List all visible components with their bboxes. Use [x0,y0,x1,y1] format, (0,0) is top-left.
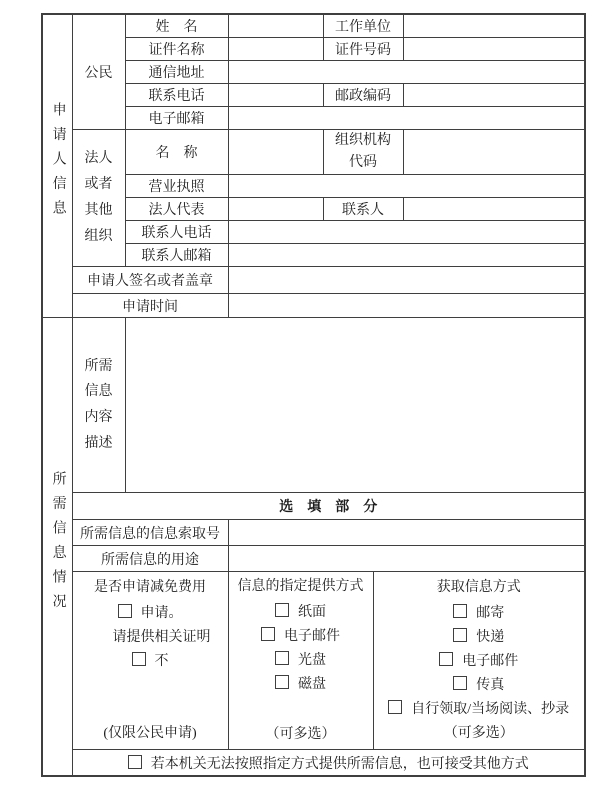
fee-option-apply [73,602,228,626]
checkbox-icon[interactable] [453,628,467,642]
delivery-option-paper [229,601,373,625]
legal-rep-label: 法人代表 [125,198,228,221]
delivery-option-label: 电子邮件 [284,628,340,644]
org-name-input[interactable] [228,129,323,175]
contact-phone-label: 联系人电话 [125,221,228,244]
delivery-method-title: 信息的指定提供方式 [237,578,364,594]
id-name-input[interactable] [228,37,323,60]
obtain-option-label: 自行领取/当场阅读、抄录 [411,701,570,717]
license-label: 营业执照 [125,175,228,198]
email-label: 电子邮箱 [125,106,228,129]
group-organization-label-text: 法人或者其他组织 [84,151,113,244]
obtain-option-label: 电子邮件 [462,653,519,669]
section-info [42,318,72,776]
work-unit-label: 工作单位 [323,14,403,37]
obtain-method-note: （可多选） [443,725,514,741]
fee-option-no [73,650,228,674]
fee-waiver-column [72,572,228,750]
checkbox-icon[interactable] [118,604,132,618]
id-name-label: 证件名称 [125,37,228,60]
form-table [41,13,586,777]
delivery-option-label: 纸面 [298,604,326,620]
checkbox-icon[interactable] [128,755,142,769]
checkbox-icon[interactable] [388,700,402,714]
purpose-input[interactable] [228,546,585,572]
name-input[interactable] [228,14,323,37]
signature-input[interactable] [228,267,585,294]
checkbox-icon[interactable] [261,627,275,641]
name-label: 姓 名 [125,14,228,37]
delivery-option-email [229,625,373,649]
purpose-label: 所需信息的用途 [72,546,228,572]
id-number-label: 证件号码 [323,37,403,60]
phone-label: 联系电话 [125,83,228,106]
application-form [41,13,586,777]
fee-option-apply-note: 请提供相关证明 [112,629,211,645]
apply-date-input[interactable] [228,294,585,318]
group-citizen-label: 公民 [72,14,125,129]
checkbox-icon[interactable] [275,603,289,617]
apply-date-label: 申请时间 [72,294,228,318]
checkbox-icon[interactable] [132,652,146,666]
delivery-method-note: （可多选） [265,726,336,742]
contact-phone-input[interactable] [228,221,585,244]
index-number-input[interactable] [228,520,585,546]
delivery-option-disk [229,673,373,697]
fallback-option-row [72,750,585,776]
org-code-label-text: 组织机构代码 [335,132,391,170]
description-input[interactable] [125,318,585,493]
fee-option-no-label: 不 [154,653,169,669]
delivery-option-cd [229,649,373,673]
fallback-option-label: 若本机关无法按照指定方式提供所需信息，也可接受其他方式 [150,756,529,772]
fee-option-apply-label: 申请。 [140,605,183,621]
group-organization-label [72,129,125,267]
license-input[interactable] [228,175,585,198]
checkbox-icon[interactable] [453,676,467,690]
delivery-method-column [228,572,373,750]
obtain-option-label: 传真 [476,677,505,693]
org-code-label [323,129,403,175]
obtain-option-self [374,698,585,722]
obtain-method-title: 获取信息方式 [436,579,521,595]
legal-rep-input[interactable] [228,198,323,221]
description-label-text: 所需信息内容描述 [84,358,113,452]
email-input[interactable] [228,106,585,129]
obtain-option-label: 快递 [476,629,505,645]
obtain-option-fax [374,674,585,698]
obtain-option-mail [374,602,585,626]
optional-section-header: 选 填 部 分 [72,493,585,520]
postcode-label: 邮政编码 [323,83,403,106]
checkbox-icon[interactable] [275,675,289,689]
checkbox-icon[interactable] [275,651,289,665]
work-unit-input[interactable] [403,14,585,37]
index-number-label: 所需信息的信息索取号 [72,520,228,546]
checkbox-icon[interactable] [439,652,453,666]
fee-waiver-title: 是否申请减免费用 [94,579,206,595]
section-info-label: 所需信息情况 [50,470,66,618]
description-label [72,318,125,493]
delivery-option-label: 光盘 [298,652,326,668]
obtain-method-column [373,572,585,750]
id-number-input[interactable] [403,37,585,60]
fee-waiver-note: (仅限公民申请) [103,725,197,741]
address-label: 通信地址 [125,60,228,83]
org-name-label: 名 称 [125,129,228,175]
contact-input[interactable] [403,198,585,221]
obtain-option-express [374,626,585,650]
org-code-input[interactable] [403,129,585,175]
section-applicant [42,14,72,318]
delivery-option-label: 磁盘 [298,676,326,692]
postcode-input[interactable] [403,83,585,106]
contact-label: 联系人 [323,198,403,221]
section-applicant-label: 申请人信息 [50,102,66,225]
address-input[interactable] [228,60,585,83]
obtain-option-email [374,650,585,674]
phone-input[interactable] [228,83,323,106]
checkbox-icon[interactable] [453,604,467,618]
signature-label: 申请人签名或者盖章 [72,267,228,294]
obtain-option-label: 邮寄 [476,605,505,621]
contact-email-input[interactable] [228,244,585,267]
contact-email-label: 联系人邮箱 [125,244,228,267]
